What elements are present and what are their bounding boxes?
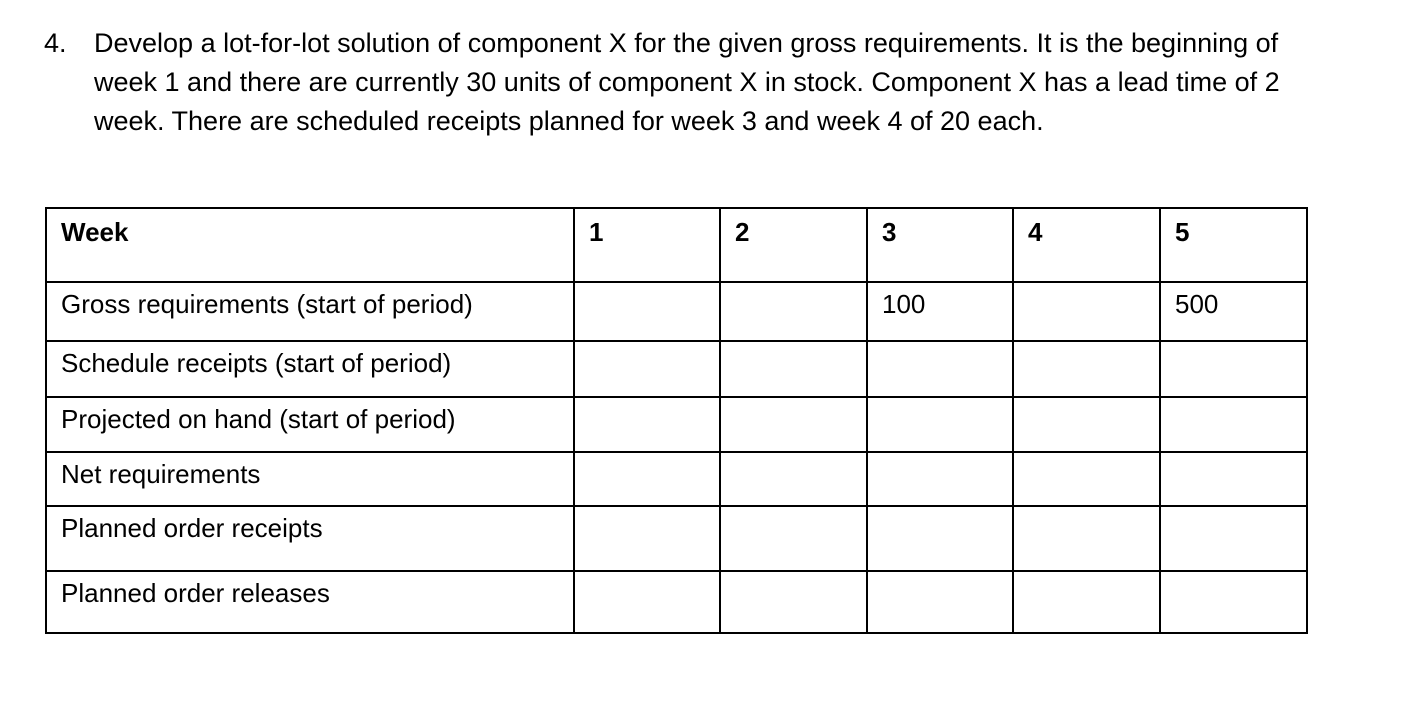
cell-scheduled-week-2[interactable] (720, 341, 867, 397)
row-label-planned-order-releases: Planned order releases (46, 571, 574, 633)
cell-net-week-1[interactable] (574, 452, 720, 506)
cell-net-week-5[interactable] (1160, 452, 1307, 506)
cell-receipts-week-4[interactable] (1013, 506, 1160, 571)
cell-gross-week-4[interactable] (1013, 282, 1160, 341)
table-row (46, 452, 1307, 506)
cell-projected-week-4[interactable] (1013, 397, 1160, 452)
row-label-planned-order-receipts: Planned order receipts (46, 506, 574, 571)
header-week-4: 4 (1013, 208, 1160, 282)
table-header-row (46, 208, 1307, 282)
question-block (44, 24, 1344, 141)
mrp-table (45, 207, 1308, 634)
cell-releases-week-5[interactable] (1160, 571, 1307, 633)
cell-projected-week-5[interactable] (1160, 397, 1307, 452)
header-week-label: Week (46, 208, 574, 282)
cell-net-week-3[interactable] (867, 452, 1013, 506)
cell-receipts-week-3[interactable] (867, 506, 1013, 571)
table-row (46, 397, 1307, 452)
cell-projected-week-2[interactable] (720, 397, 867, 452)
header-week-1: 1 (574, 208, 720, 282)
cell-net-week-2[interactable] (720, 452, 867, 506)
cell-receipts-week-5[interactable] (1160, 506, 1307, 571)
cell-releases-week-4[interactable] (1013, 571, 1160, 633)
cell-scheduled-week-5[interactable] (1160, 341, 1307, 397)
table-row (46, 506, 1307, 571)
cell-gross-week-5[interactable]: 500 (1160, 282, 1307, 341)
header-week-5: 5 (1160, 208, 1307, 282)
cell-receipts-week-2[interactable] (720, 506, 867, 571)
cell-releases-week-2[interactable] (720, 571, 867, 633)
cell-receipts-week-1[interactable] (574, 506, 720, 571)
question-text: Develop a lot-for-lot solution of component X for the given gross requirements. It is the beginning of week 1 and there are currently 30 units of component X in stock. Component X has a lead time of 2 week. There are scheduled receipts planned for week 3 and week 4 of 20 each. (94, 28, 1280, 136)
cell-scheduled-week-4[interactable] (1013, 341, 1160, 397)
header-week-3: 3 (867, 208, 1013, 282)
cell-net-week-4[interactable] (1013, 452, 1160, 506)
cell-scheduled-week-3[interactable] (867, 341, 1013, 397)
cell-projected-week-1[interactable] (574, 397, 720, 452)
cell-releases-week-3[interactable] (867, 571, 1013, 633)
cell-gross-week-2[interactable] (720, 282, 867, 341)
cell-scheduled-week-1[interactable] (574, 341, 720, 397)
cell-gross-week-3[interactable]: 100 (867, 282, 1013, 341)
table-row (46, 282, 1307, 341)
cell-releases-week-1[interactable] (574, 571, 720, 633)
row-label-projected-on-hand: Projected on hand (start of period) (46, 397, 574, 452)
header-week-2: 2 (720, 208, 867, 282)
cell-projected-week-3[interactable] (867, 397, 1013, 452)
row-label-gross-requirements: Gross requirements (start of period) (46, 282, 574, 341)
table-row (46, 571, 1307, 633)
table-row (46, 341, 1307, 397)
cell-gross-week-1[interactable] (574, 282, 720, 341)
row-label-net-requirements: Net requirements (46, 452, 574, 506)
row-label-scheduled-receipts: Schedule receipts (start of period) (46, 341, 574, 397)
question-number: 4. (44, 28, 67, 58)
